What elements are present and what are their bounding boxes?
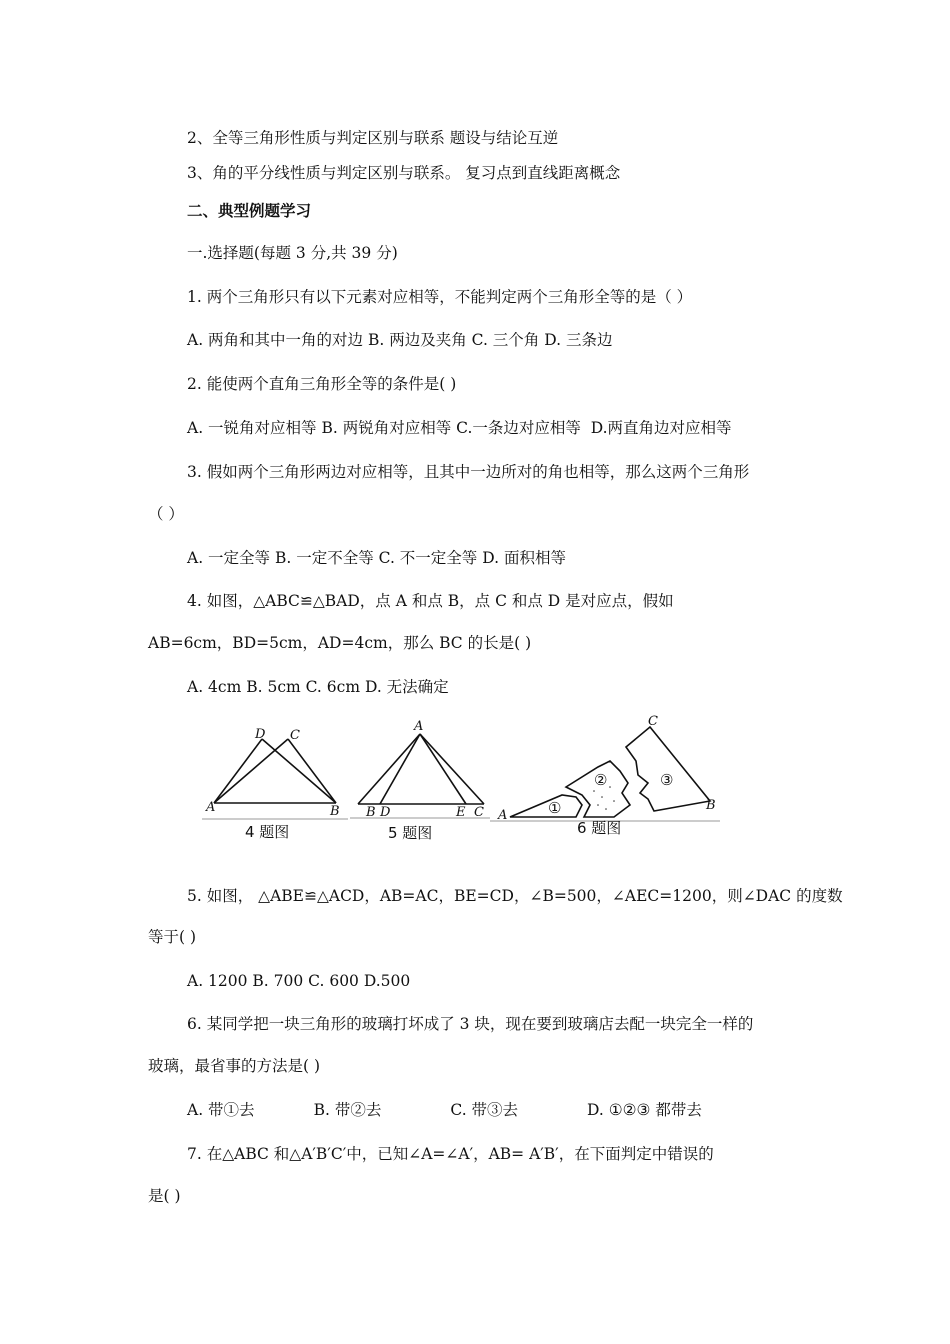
text-line: 2、全等三角形性质与判定区别与联系 题设与结论互逆 [187, 129, 559, 147]
fig5-label-b: B [366, 805, 376, 820]
fig5-label-e: E [456, 805, 466, 820]
text-line: A. 一定全等 B. 一定不全等 C. 不一定全等 D. 面积相等 [187, 549, 566, 567]
fig6-label-a: A [498, 808, 508, 823]
text-line: A. 带①去 B. 带②去 C. 带③去 D. ①②③ 都带去 [187, 1101, 702, 1119]
figure-4-diagram [200, 725, 350, 825]
fig4-label-c: C [290, 728, 300, 743]
text-line: 二、典型例题学习 [187, 202, 312, 220]
text-line: 等于( ) [148, 928, 197, 946]
text-line: 2. 能使两个直角三角形全等的条件是( ) [187, 375, 457, 393]
text-line: 5. 如图， △ABE≌△ACD，AB=AC，BE=CD，∠B=500，∠AEC=1200，则∠DAC 的度数 [187, 887, 843, 905]
fig6-piece-1: ① [548, 799, 562, 817]
text-line: A. 两角和其中一角的对边 B. 两边及夹角 C. 三个角 D. 三条边 [187, 331, 613, 349]
fig4-label-a: A [206, 800, 216, 815]
text-line: 一.选择题(每题 3 分,共 39 分) [187, 244, 398, 262]
figure-4-caption: 4 题图 [245, 823, 290, 841]
fig6-piece-3: ③ [660, 771, 674, 789]
text-line: 是( ) [148, 1187, 181, 1205]
figure-6 [490, 713, 720, 837]
figure-6-diagram [490, 713, 720, 823]
text-line: AB=6cm，BD=5cm，AD=4cm，那么 BC 的长是( ) [148, 634, 532, 652]
text-line: 6. 某同学把一块三角形的玻璃打坏成了 3 块，现在要到玻璃店去配一块完全一样的 [187, 1015, 754, 1033]
fig5-label-a: A [414, 719, 424, 734]
figure-6-caption: 6 题图 [577, 819, 622, 837]
text-line: 3. 假如两个三角形两边对应相等，且其中一边所对的角也相等，那么这两个三角形 [187, 463, 750, 481]
text-line: 3、角的平分线性质与判定区别与联系。 复习点到直线距离概念 [187, 164, 621, 182]
text-line: 玻璃，最省事的方法是( ) [148, 1057, 321, 1075]
text-line: A. 4cm B. 5cm C. 6cm D. 无法确定 [187, 678, 449, 696]
fig6-piece-2: ② [594, 771, 608, 789]
text-line: （ ） [148, 505, 184, 523]
figure-4 [200, 725, 350, 841]
text-line: A. 1200 B. 700 C. 600 D.500 [187, 972, 411, 990]
text-line: 7. 在△ABC 和△A′B′C′中，已知∠A=∠A′，AB= A′B′，在下面判定中错误的 [187, 1145, 714, 1163]
figure-5-caption: 5 题图 [388, 824, 433, 842]
fig4-label-d: D [255, 727, 266, 742]
figure-5-diagram [350, 718, 490, 828]
fig6-label-c: C [648, 714, 658, 729]
text-line: 1. 两个三角形只有以下元素对应相等，不能判定两个三角形全等的是（ ） [187, 288, 693, 306]
text-line: A. 一锐角对应相等 B. 两锐角对应相等 C.一条边对应相等 D.两直角边对应相等 [187, 419, 732, 437]
fig5-label-c: C [474, 805, 484, 820]
fig5-label-d: D [380, 805, 391, 820]
text-line: 4. 如图，△ABC≌△BAD，点 A 和点 B，点 C 和点 D 是对应点，假如 [187, 592, 674, 610]
figure-5 [350, 718, 490, 842]
fig6-label-b: B [706, 798, 716, 813]
fig4-label-b: B [330, 804, 340, 819]
